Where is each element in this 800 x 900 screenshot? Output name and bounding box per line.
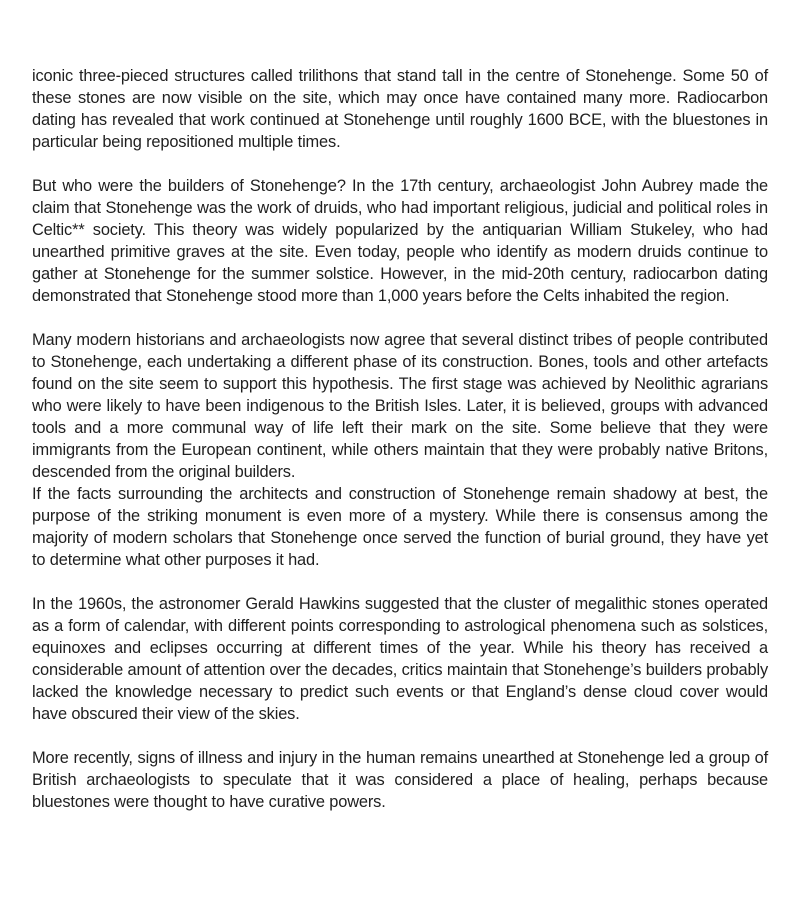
paragraph-builders: But who were the builders of Stonehenge? In the 17th century, archaeologist John Aubrey made the claim that Stonehenge was the work of druids, who had important religious, judicial and political roles in Celtic** society. This theory was widely popularized by the antiquarian William Stukeley, who had unearthed primitive graves at the site. Even today, people who identify as modern druids continue to gather at Stonehenge for the summer solstice. However, in the mid-20th century, radiocarbon dating demonstrated that Stonehenge stood more than 1,000 years before the Celts inhabited the region.: [32, 177, 768, 305]
paragraph-healing-theory: More recently, signs of illness and injury in the human remains unearthed at Stonehenge led a group of British archaeologists to speculate that it was considered a place of healing, perhaps because bluestones were thought to have curative powers.: [32, 749, 768, 811]
paragraph-trilithons: iconic three-pieced structures called trilithons that stand tall in the centre of Stonehenge. Some 50 of these stones are now visible on the site, which may once have contained many more. Radiocarbon dating has revealed that work continued at Stonehenge until roughly 1600 BCE, with the bluestones in particular being repositioned multiple times.: [32, 67, 768, 151]
paragraph-calendar-theory: In the 1960s, the astronomer Gerald Hawkins suggested that the cluster of megalithic stones operated as a form of calendar, with different points corresponding to astrological phenomena such as solstices, equinoxes and eclipses occurring at different times of the year. While his theory has received a considerable amount of attention over the decades, critics maintain that Stonehenge’s builders probably lacked the knowledge necessary to predict such events or that England’s dense cloud cover would have obscured their view of the skies.: [32, 595, 768, 723]
paragraph-purpose: If the facts surrounding the architects and construction of Stonehenge remain shadowy at best, the purpose of the striking monument is even more of a mystery. While there is consensus among the majority of modern scholars that Stonehenge once served the function of burial ground, they have yet to determine what other purposes it had.: [32, 485, 768, 569]
paragraph-tribes: Many modern historians and archaeologists now agree that several distinct tribes of people contributed to Stonehenge, each undertaking a different phase of its construction. Bones, tools and other artefacts found on the site seem to support this hypothesis. The first stage was achieved by Neolithic agrarians who were likely to have been indigenous to the British Isles. Later, it is believed, groups with advanced tools and a more communal way of life left their mark on the site. Some believe that they were immigrants from the European continent, while others maintain that they were probably native Britons, descended from the original builders.: [32, 331, 768, 481]
document-body: [32, 65, 768, 813]
